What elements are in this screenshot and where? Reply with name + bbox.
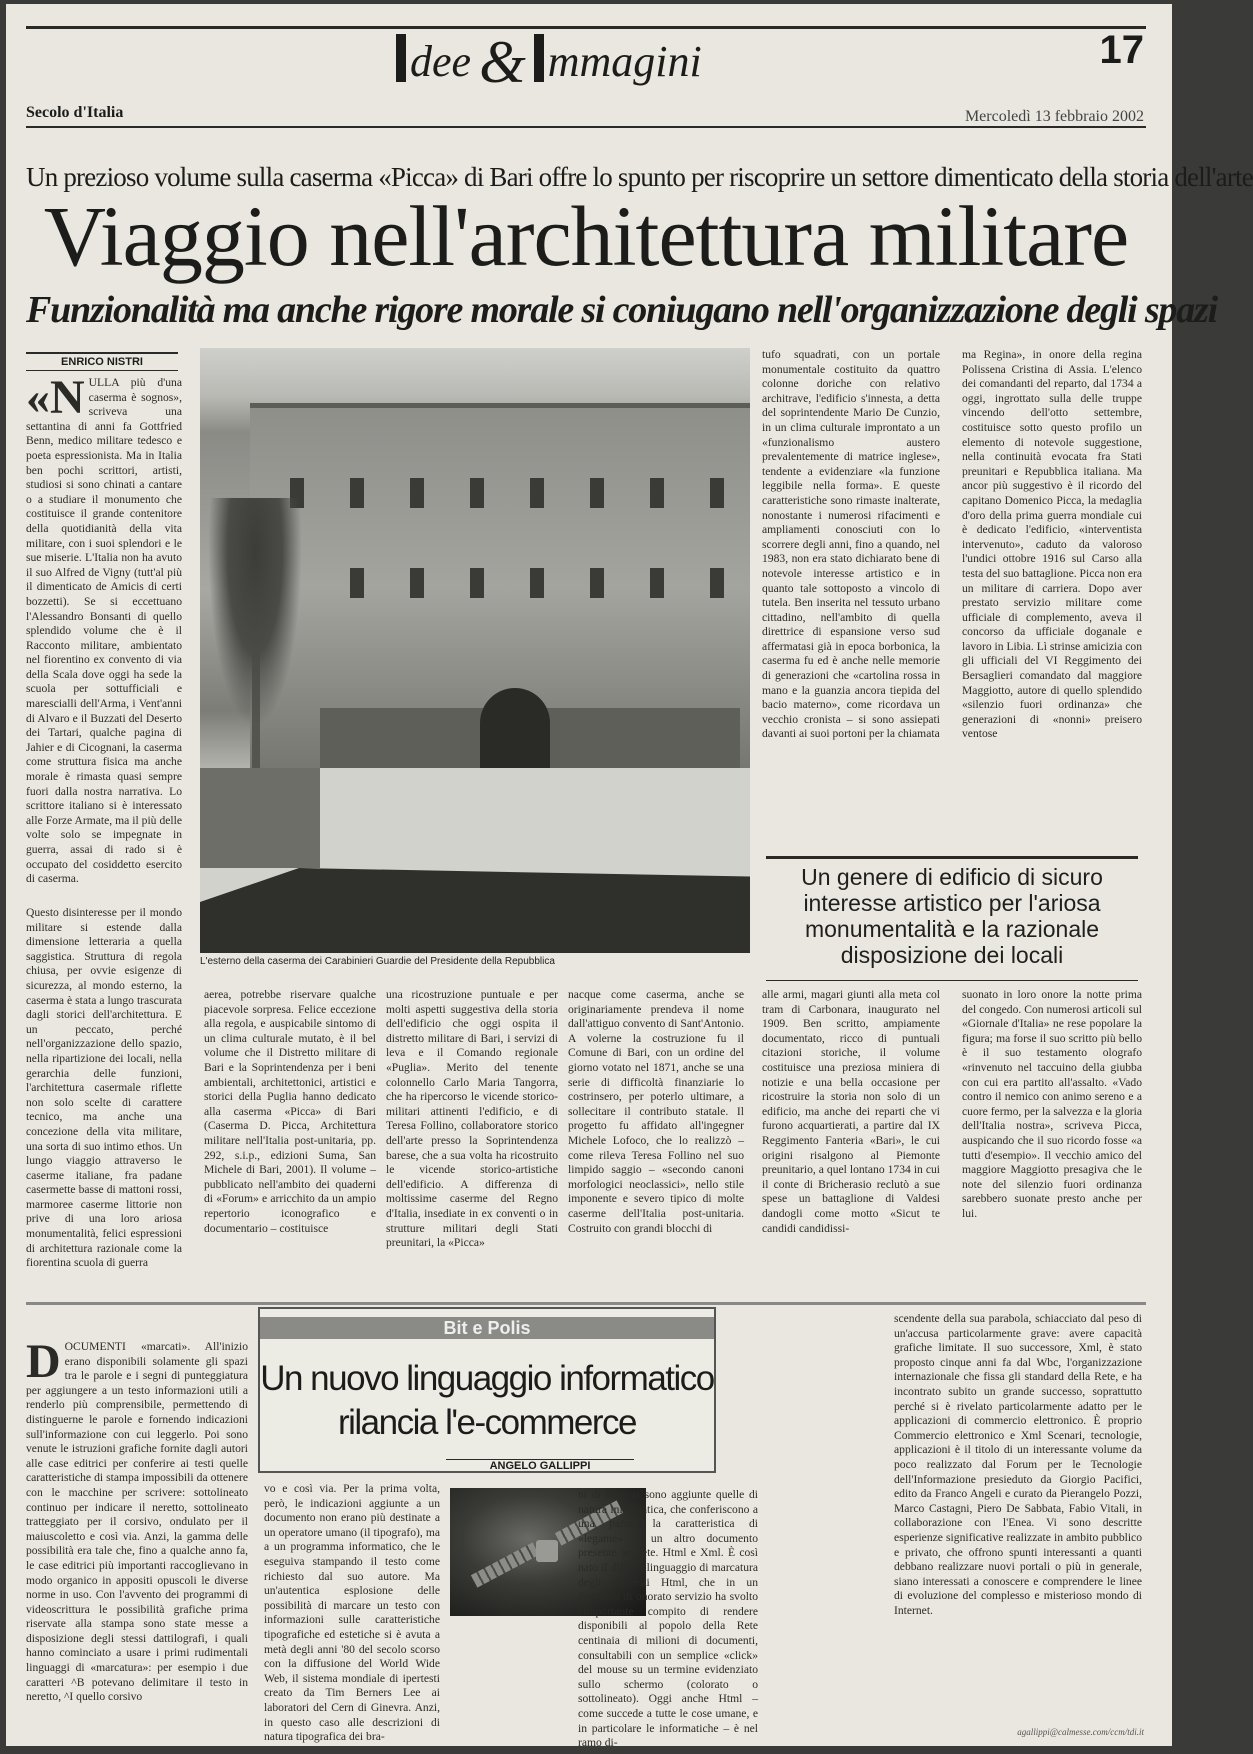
article-column-4 — [568, 988, 744, 1284]
bitpolis-text: scendente della sua parabola, schiacciato dal peso di un'accusa particolarmente grave: avere capacità grafiche limitate. Il suo successore, Xml, è stato proposto cinque anni fa dal Wbc, l'organizzazione internazionale che fissa gli standard della Rete, e ha incontrato subito un grande successo, soprattutto perché si è rivelato particolarmente adatto per le applicazioni di commercio elettronico. È proprio Commercio elettronico e Xml Scenari, tecnologie, applicazioni è il titolo di un interessante volume da poco realizzato dal Forum per le Tecnologie dell'Informazione presieduto da Giorgio Pacifici, edito da Franco Angeli e curato da Pierangelo Pozzi, Marco Castagni, Piero De Sabbata, Fabio Vitali, in collaborazione con l'Enea. Vi sono descritte esperienze significative realizzate in ambito pubblico e privato, che offrono spunti interessanti a quanti debbano realizzare nuovi portali o più in generale, siano interessati a conoscere e comprendere le linee di evoluzione del complesso e misterioso mondo di Internet. — [894, 1312, 1142, 1617]
article-text: una ricostruzione puntuale e per molti aspetti suggestiva della storia dell'edificio che oggi ospita il distretto militare di Bari, i servizi di leva e il Comando regionale «Puglia». Merito del tenente colonnello Carlo Maria Tangorra, che ha ripercorso le vicende storico-militari attinenti l'edificio, e di Teresa Follino, collaboratore storico dell'arte presso la Soprintendenza barese, che a sua volta ha ricostruito le vicende storico-artistiche dell'edificio. A differenza di moltissime caserme del Regno d'Italia, insediate in ex conventi o in strutture militari degli Stati preunitari, la «Picca» — [386, 988, 558, 1250]
section-title — [396, 22, 702, 95]
bitpolis-byline: ANGELO GALLIPPI — [489, 1460, 591, 1472]
article-column-7-top — [962, 348, 1142, 842]
bitpolis-text: vo e così via. Per la prima volta, però, le indicazioni aggiunte a un documento non erano più destinate a un operatore umano (il tipografo), ma a un programma informatico, che le eseguiva stampando il testo come richiesto dal suo autore. Ma un'autentica esplosione delle possibilità di marcare un testo con informazioni sulle caratteristiche tipografiche ed estetiche si è avuta a metà degli anni '80 del secolo scorso con la diffusione del World Wide Web, il sistema mondiale di ipertesti creato da Tim Berners Lee ai laboratori del Cern di Ginevra. Anzi, in questo caso alle descrizioni di natura tipografica dei bra- — [264, 1482, 440, 1744]
author-email: agallippi@calmesse.com/ccm/tdi.it — [1017, 1727, 1144, 1737]
satellite-solar-panel — [471, 1542, 539, 1587]
photo-caption: L'esterno della caserma dei Carabinieri Guardie del Presidente della Repubblica — [200, 956, 555, 967]
bitpolis-banner: Bit e Polis — [260, 1317, 714, 1339]
section-title-ampersand: & — [479, 29, 526, 95]
article-column-7-bottom — [962, 988, 1142, 1284]
section-divider — [26, 1302, 1146, 1305]
article-text: ma Regina», in onore della regina Polissena Cristina di Assia. L'elenco dei comandanti del reparto, dal 1734 a oggi, ingrottato sulla delle truppe vincendo dell'otto settembre, costituisce sotto questo profilo un elemento di notevole suggestione, nella continuità evocata fra Stati preunitari e Repubblica italiana. Ma ancor più suggestivo è il ricordo del capitano Domenico Picca, la medaglia d'oro della prima guerra mondiale cui è dedicato l'edificio, «interventista intervenuto», caduto da valoroso l'undici ottobre 1916 sul Carso alla testa del suo battaglione. Picca non era un militare di carriera. Dopo aver prestato servizio militare come ufficiale di complemento, aveva il concorso da ufficiale doganale e lavoro in Libia. Lì strinse amicizia con gli ufficiali del VI Reggimento dei Bersaglieri comandato dal maggiore Maggiotto, autore di quello splendido «silenzio fuori ordinanza» che generazioni di «nonni» preisero ventose — [962, 348, 1142, 741]
bitpolis-headline-line: rilancia l'e-commerce — [337, 1403, 637, 1442]
photo-window — [530, 478, 544, 508]
issue-date: Mercoledì 13 febbraio 2002 — [964, 108, 1144, 125]
article-text: aerea, potrebbe riservare qualche piacevole sorpresa. Felice eccezione alla regola, e auspicabile sintomo di un clima culturale mutato, è il bel volume che il Distretto militare di Bari e la Soprintendenza per i beni ambientali, architettonici, artistici e storici della Puglia hanno dedicato alla caserma «Picca» di Bari (Caserma D. Picca, Architettura militare nell'Italia post-unitaria, pp. 292, s.i.p., edizioni Suma, San Michele di Bari, 2001). Il volume – pubblicato nell'ambito dei quaderni di «Forum» e arricchito da un ampio repertorio iconografico e documentario – costituisce — [204, 988, 376, 1235]
photo-window — [350, 478, 364, 508]
bitpolis-column-4 — [894, 1312, 1142, 1724]
newspaper-page — [6, 4, 1253, 1750]
article-text: ULLA più d'una caserma è sognos», scriveva una settantina di anni fa Gottfried Benn, medico militare tedesco e poeta espressionista. Ma in Italia ben pochi scrittori, artisti, studiosi si sono chinati a cantare o a studiare il monumento che costituisce il grande contenitore della quotidianità della vita militare, con i suoi splendori e le sue miserie. L'Italia non ha avuto il suo Alfred de Vigny (tutt'al più il dimenticato de Amicis di certi bozzetti). Se si eccettuano l'Alessandro Bonsanti di quello splendido volume che è il Racconto militare, ambientato nel fiorentino ex convento di via della Scala dove oggi ha sede la scuola per sottufficiali e marescialli dell'Arma, i Vent'anni di Alvaro e il Buzzati del Deserto dei Tartari, qualche pagina di Jahier e di Cicognani, la caserma come struttura fisica ma anche morale è rimasta quasi sempre fuori dalla nostra narrativa. Lo scrittore italiano si è interessato alle Forze Armate, ma il più delle volte solo se impegnate in guerra, assai di rado si è occupato del cosiddetto esercito di caserma. — [26, 376, 182, 886]
pullquote: Un genere di edificio di sicuro interesse artistico per l'ariosa monumentalità e la razionale disposizione dei locali — [801, 864, 1103, 968]
satellite-body — [536, 1540, 558, 1562]
byline-rule — [26, 352, 178, 354]
article-text: tufo squadrati, con un portale monumentale costituito da quattro colonne doriche con relativo architrave, l'edificio s'innesta, a detta del soprintendente Mario De Cunzio, in un clima culturale improntato a un «funzionalismo austero prevalentemente di matrice inglese», tendente a evidenziare «la funzione leggibile nella forma». E queste caratteristiche sono rimaste inalterate, nonostante i numerosi rifacimenti e ampliamenti conosciuti con lo scorrere degli anni, fino a quando, nel 1983, non era stato dichiarato bene di notevole interesse artistico e in quanto tale sottoposto a vincolo di tutela. Ben inserita nel tessuto urbano cittadino, nell'ambito di quella direttrice di espansione verso sud affermatasi già in epoca borbonica, la caserma fu ed è anche nelle memorie di generazioni che «cartolina rossa in mano e la guanzia ancora tiepida del bacio materno», come ricordava un vecchio cronista – si sono assiepati davanti ai suoi portoni per la chiamata — [762, 348, 940, 741]
photo-window — [410, 478, 424, 508]
article-text: alle armi, magari giunti alla meta col tram di Carbonara, inaugurato nel 1909. Ben scritto, ampiamente documentato, ricco di puntuali citazioni storiche, il volume costituisce una preziosa miniera di notizie e una bella occasione per ricostruire la storia non solo di un edificio, ma anche dei reparti che vi furono acquartierati, a partire dal IX Reggimento Fanteria «Bari», le cui origini risalgono al Piemonte preunitario, a quel lontano 1734 in cui il conte di Bricherasio reclutò a sue spese un battaglione di Valdesi dandogli come motto «Sicut te candidi candidissi- — [762, 988, 940, 1235]
bitpolis-column-2 — [264, 1482, 440, 1744]
article-column-3 — [386, 988, 558, 1284]
photo-window — [470, 568, 484, 598]
page-number: 17 — [1099, 28, 1144, 72]
article-column-1-bottom — [26, 906, 182, 1284]
article-column-2 — [204, 988, 376, 1284]
article-column-6 — [762, 988, 940, 1284]
photo-archway — [480, 688, 550, 768]
photo-window — [710, 568, 724, 598]
article-column-1-top — [26, 371, 182, 940]
section-title-initial-bar — [534, 34, 544, 82]
barracks-photo — [200, 348, 750, 953]
article-byline: ENRICO NISTRI — [61, 356, 143, 368]
article-text: Questo disinteresse per il mondo militare si estende dalla dimensione letteraria a quella saggistica. Struttura di regola chiusa, per ovvie esigenze di sicurezza, al mondo esterno, la caserma è stata a lungo trascurata dagli storici dell'architettura. E un peccato, perché nell'organizzazione dello spazio, nella ripartizione dei locali, nella gerarchia delle funzioni, l'architettura casermale riflette non solo scelte di carattere tecnico, ma anche una concezione della vita militare, una sorta di suo intimo ethos. Un lungo viaggio attraverso le caserme italiane, fra padane casermette basse di mattoni rossi, marmoree caserme littorie non prive di una loro ariosa monumentalità, felici espressioni di architettura razionale come la fiorentina scuola di guerra — [26, 906, 182, 1270]
photo-window — [650, 568, 664, 598]
article-kicker: Un prezioso volume sulla caserma «Picca» di Bari offre lo spunto per riscoprire un settore dimenticato della storia dell'arte — [26, 162, 1253, 192]
photo-shadow — [200, 868, 750, 953]
bitpolis-text: OCUMENTI «marcati». All'inizio erano disponibili solamente gli spazi tra le parole e i segni di punteggiatura per aggiungere a un testo informazioni utili a renderlo più comprensibile, permettendo di distinguerne le parole e fornendo indicazioni sull'informazione con cui leggerlo. Poi sono venute le istruzioni grafiche fornite dagli autori alle case editrici per conferire ai testi quelle caratteristiche di stampa impossibili da ottenere con le macchine per scrivere: sottolineato continuo per indicare il neretto, sottolineato tratteggiato per il corsivo, ondulato per il maiuscoletto e così via. Anzi, la gamma delle possibilità era tale che, fino a qualche anno fa, le case editrici più importanti raccoglievano in modo organico in appositi opuscoli le diverse norme in uso. Con l'avvento dei programmi di videoscrittura le possibilità grafiche prima riservate alla stampa sono state messe a disposizione degli stessi dattilografi, i quali hanno cominciato a usare i primi rudimentali linguaggi di «marcatura»: per esempio i due caratteri ^B potevano delimitare il testo in neretto, ^I quello corsivo — [26, 1340, 248, 1704]
article-dropcap: «N — [26, 371, 85, 424]
bitpolis-headline-line: Un nuovo linguaggio informatico — [260, 1359, 714, 1398]
bitpolis-text: ni di testo si sono aggiunte quelle di natura informatica, che conferiscono a una parola la caratteristica di «legame» a un altro documento presente in Rete. Html e Xml. È così nato il diffuso linguaggio di marcatura degli ipertesti Html, che in un decennio di onorato servizio ha svolto l'importante compito di rendere disponibili al popolo della Rete centinaia di milioni di documenti, consultabili con un semplice «click» del mouse su un termine evidenziato sullo schermo (colorato o sottolineato). Oggi anche Html – come succede a tutte le cose umane, e in particolare le informatiche – è nel ramo di- — [578, 1488, 758, 1750]
masthead-bottom-rule — [26, 126, 1146, 128]
pullquote-rule — [766, 856, 1138, 859]
article-subhead: Funzionalità ma anche rigore morale si coniugano nell'organizzazione degli spazi — [26, 289, 1217, 331]
photo-window — [470, 478, 484, 508]
bitpolis-dropcap: D — [26, 1335, 61, 1388]
pullquote-rule — [766, 980, 1138, 981]
bitpolis-column-1 — [26, 1335, 248, 1736]
photo-window — [350, 568, 364, 598]
section-title-part1: dee — [410, 37, 472, 86]
photo-window — [410, 568, 424, 598]
article-column-5 — [762, 348, 940, 842]
article-text: suonato in loro onore la notte prima del congedo. Con numerosi articoli sul «Giornale d'Italia» ne rese popolare la figura; ma forse il suo scritto più bello è il suo testamento olografo «rinvenuto nel taccuino della giubba con cui era partito all'assalto. «Vado contro il nemico con animo sereno e a cuore fermo, per la salvezza e la gloria dell'Italia nostra», scriveva Picca, auspicando che il suo ricordo fosse «a tutti d'esempio». Il vecchio amico del maggiore Maggiotto presagiva che le note del silenzio fuori ordinanza sarebbero suonate presto anche per lui. — [962, 988, 1142, 1220]
photo-window — [710, 478, 724, 508]
photo-palm — [200, 498, 310, 758]
paper-name: Secolo d'Italia — [26, 104, 124, 121]
bitpolis-headline-box — [258, 1307, 716, 1473]
article-text: nacque come caserma, anche se originariamente prendeva il nome dall'attiguo convento di Sant'Antonio. A volerne la costruzione fu il Comune di Bari, con un ordine del giorno votato nel 1871, anche se una serie di difficoltà finanziarie lo costrinsero, per poterlo ultimare, a sollecitare il contributo statale. Il progetto fu affidato all'ingegner Michele Lofoco, che lo realizzò – come rileva Teresa Follino nel suo limpido saggio – «secondo canoni morfologici neoclassici», nello stile imponente e severo tipico di molte caserme dell'Italia post-unitaria. Costruito con grandi blocchi di — [568, 988, 744, 1235]
photo-window — [590, 478, 604, 508]
section-title-part2: mmagini — [547, 37, 702, 86]
photo-window — [650, 478, 664, 508]
photo-window — [590, 568, 604, 598]
section-title-initial-bar — [396, 34, 406, 82]
bitpolis-column-3 — [578, 1488, 758, 1750]
photo-shadow — [200, 768, 320, 868]
photo-window — [530, 568, 544, 598]
article-headline: Viaggio nell'architettura militare — [43, 188, 1129, 284]
bitpolis-headline — [260, 1357, 714, 1445]
